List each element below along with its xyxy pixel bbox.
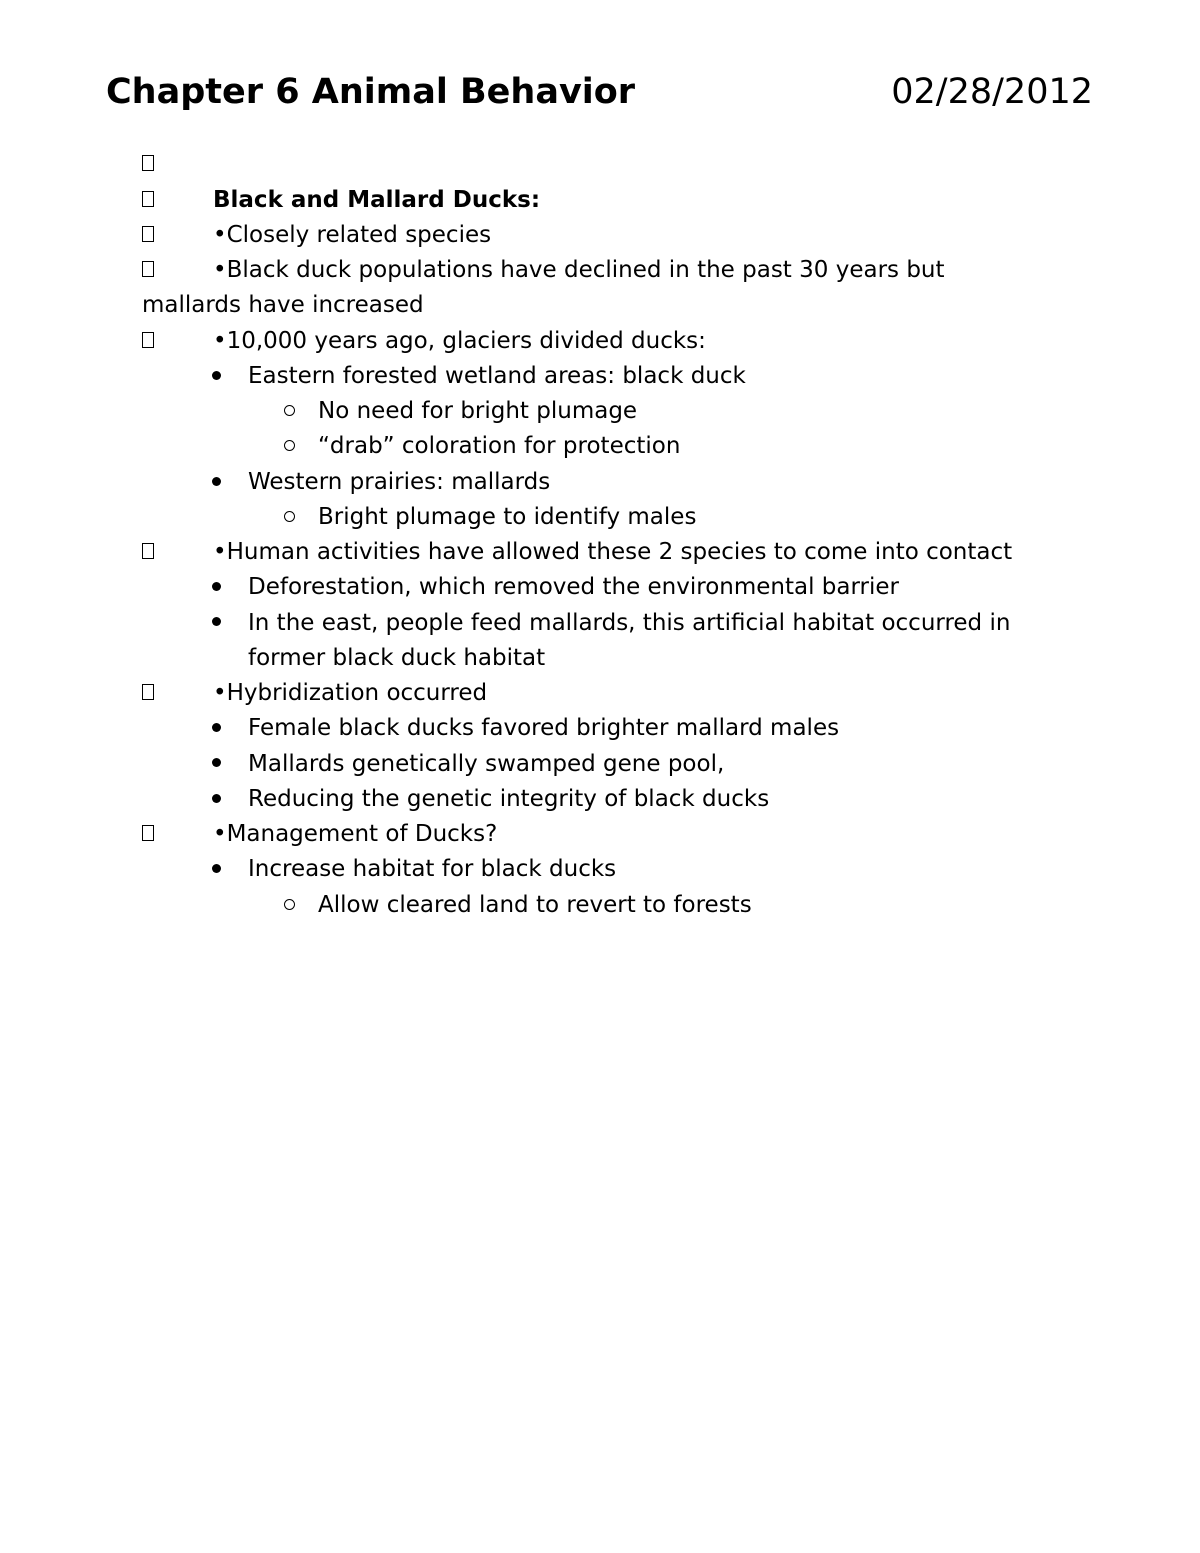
sub-bullet: Increase habitat for black ducks xyxy=(248,856,617,882)
bullet-dot-icon xyxy=(212,371,221,380)
page-header xyxy=(106,66,1093,118)
sub-bullet: In the east, people feed mallards, this artificial habitat occurred in xyxy=(248,610,1011,636)
sub-bullet: Western prairies: mallards xyxy=(248,469,551,495)
sub-sub-bullet: Bright plumage to identify males xyxy=(318,504,697,530)
section-heading: Black and Mallard Ducks: xyxy=(213,187,541,213)
sub-bullet: Female black ducks favored brighter mallard males xyxy=(248,715,840,741)
bullet-dot-icon xyxy=(212,758,221,767)
missing-glyph-icon xyxy=(142,825,154,841)
bullet-ring-icon xyxy=(284,511,295,522)
sub-sub-bullet: Allow cleared land to revert to forests xyxy=(318,892,752,918)
note-line: •10,000 years ago, glaciers divided ducks: xyxy=(213,328,706,354)
bullet-dot-icon xyxy=(212,477,221,486)
bullet-dot-icon xyxy=(212,582,221,591)
bullet-dot-icon xyxy=(212,723,221,732)
sub-bullet: Deforestation, which removed the environmental barrier xyxy=(248,574,899,600)
page-title: Chapter 6 Animal Behavior xyxy=(106,72,636,112)
missing-glyph-icon xyxy=(142,191,154,207)
note-line: •Black duck populations have declined in the past 30 years but xyxy=(213,257,945,283)
missing-glyph-icon xyxy=(142,155,154,171)
missing-glyph-icon xyxy=(142,332,154,348)
sub-bullet: Mallards genetically swamped gene pool, xyxy=(248,751,725,777)
note-line-continuation: mallards have increased xyxy=(142,292,424,318)
bullet-ring-icon xyxy=(284,899,295,910)
sub-sub-bullet: No need for bright plumage xyxy=(318,398,638,424)
note-line: •Human activities have allowed these 2 species to come into contact xyxy=(213,539,1013,565)
sub-sub-bullet: “drab” coloration for protection xyxy=(318,433,681,459)
bullet-dot-icon xyxy=(212,794,221,803)
missing-glyph-icon xyxy=(142,543,154,559)
missing-glyph-icon xyxy=(142,261,154,277)
sub-bullet: Reducing the genetic integrity of black ducks xyxy=(248,786,770,812)
missing-glyph-icon xyxy=(142,226,154,242)
sub-bullet: Eastern forested wetland areas: black duck xyxy=(248,363,746,389)
page-date: 02/28/2012 xyxy=(891,72,1093,112)
bullet-ring-icon xyxy=(284,440,295,451)
note-line: •Management of Ducks? xyxy=(213,821,498,847)
sub-bullet-continuation: former black duck habitat xyxy=(248,645,546,671)
note-line: •Hybridization occurred xyxy=(213,680,488,706)
note-line: •Closely related species xyxy=(213,222,492,248)
missing-glyph-icon xyxy=(142,684,154,700)
bullet-dot-icon xyxy=(212,864,221,873)
bullet-ring-icon xyxy=(284,405,295,416)
bullet-dot-icon xyxy=(212,617,221,626)
